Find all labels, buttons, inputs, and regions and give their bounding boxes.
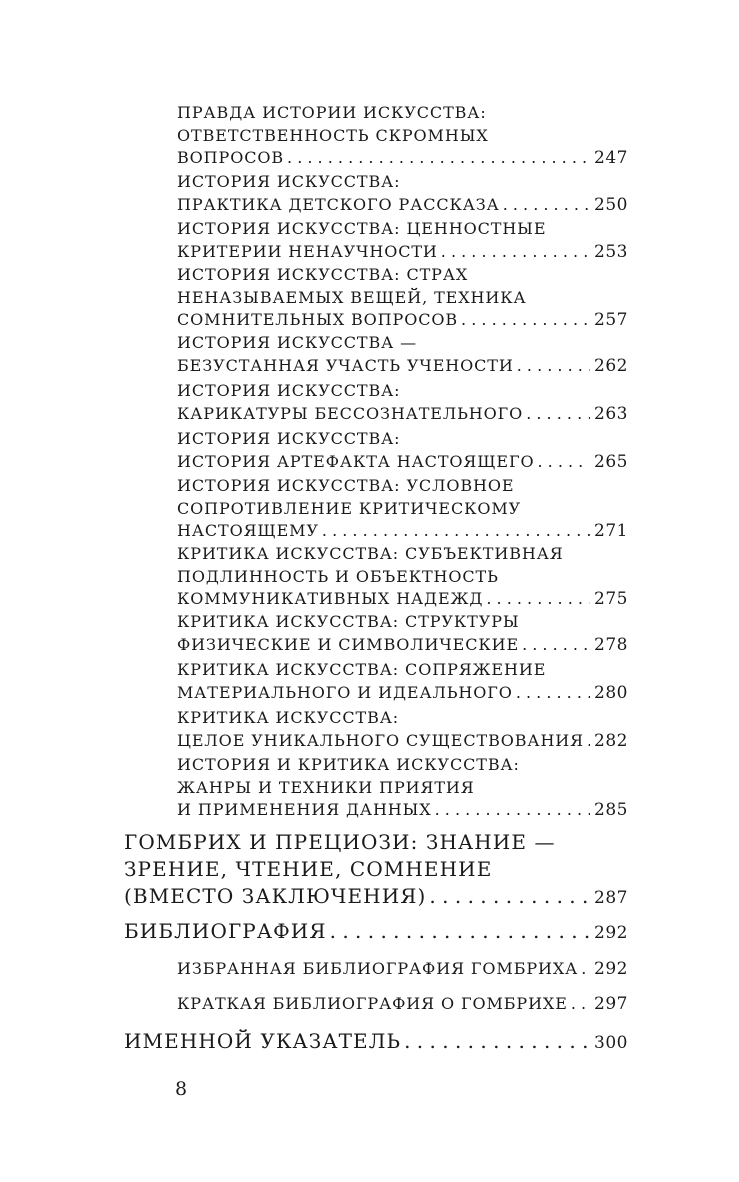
toc-entry-line: И ПРИМЕНЕНИЯ ДАННЫХ	[177, 800, 432, 819]
toc-entry-line: ЖАНРЫ И ТЕХНИКИ ПРИЯТИЯ	[177, 777, 475, 797]
page-number: 275	[594, 589, 628, 609]
toc-entry[interactable]	[177, 428, 628, 473]
dot-leader	[287, 147, 590, 170]
dot-leader	[537, 451, 590, 474]
toc-entry[interactable]	[177, 264, 628, 332]
toc-entry-line: КРИТИКА ИСКУССТВА: СТРУКТУРЫ	[177, 612, 520, 631]
toc-entry-line: КРАТКАЯ БИБЛИОГРАФИЯ О ГОМБРИХЕ	[177, 994, 568, 1013]
toc-entry-line: ИСТОРИЯ ИСКУССТВА —	[177, 333, 418, 352]
toc-entry[interactable]	[177, 754, 628, 822]
page-number: 271	[594, 521, 628, 541]
toc-entry-line: ВОПРОСОВ	[177, 148, 285, 167]
toc-entry-line: ИСТОРИЯ ИСКУССТВА:	[177, 172, 401, 191]
page-number: 280	[594, 682, 628, 703]
page-number: 262	[594, 355, 628, 376]
toc-entry[interactable]	[177, 218, 628, 263]
toc-entry-line: ФИЗИЧЕСКИЕ И СИМВОЛИЧЕСКИЕ	[177, 634, 520, 654]
toc-entry-line: НЕНАЗЫВАЕМЫХ ВЕЩЕЙ, ТЕХНИКА	[177, 287, 527, 307]
page-number: 297	[594, 994, 628, 1014]
dot-leader	[322, 520, 590, 543]
toc-entry[interactable]	[177, 475, 628, 543]
page-number: 292	[594, 959, 628, 979]
toc-entry-line: ПРАКТИКА ДЕТСКОГО РАССКАЗА	[177, 194, 500, 214]
toc-entry[interactable]	[177, 611, 628, 656]
dot-leader	[587, 730, 590, 753]
toc-entry[interactable]	[177, 332, 628, 377]
toc-entry-line: ОТВЕТСТВЕННОСТЬ СКРОМНЫХ	[177, 125, 489, 145]
toc-entry-line: СОПРОТИВЛЕНИЕ КРИТИЧЕСКОМУ	[177, 498, 522, 518]
toc-entry-line: СОМНИТЕЛЬНЫХ ВОПРОСОВ	[177, 310, 459, 329]
toc-chapter[interactable]	[124, 829, 628, 912]
toc-entry-line: ПРАВДА ИСТОРИИ ИСКУССТВА:	[177, 103, 487, 122]
toc-entry-line: ЗРЕНИЕ, ЧТЕНИЕ, СОМНЕНИЕ	[124, 857, 493, 881]
toc-entry-line: ИСТОРИЯ ИСКУССТВА: УСЛОВНОЕ	[177, 476, 515, 495]
toc-entry-line: ПОДЛИННОСТЬ И ОБЪЕКТНОСТЬ	[177, 566, 499, 586]
toc-chapter[interactable]	[124, 1028, 628, 1057]
dot-leader	[404, 1028, 590, 1055]
toc-entry-line: КОММУНИКАТИВНЫХ НАДЕЖД	[177, 589, 484, 608]
dot-leader	[503, 194, 590, 217]
page-number: 253	[594, 241, 628, 262]
page-number: 263	[594, 403, 628, 424]
toc-entry-line: БЕЗУСТАННАЯ УЧАСТЬ УЧЕНОСТИ	[177, 355, 514, 375]
page-number: 285	[594, 800, 628, 820]
toc-entry[interactable]	[177, 958, 628, 981]
toc-entry-line: (ВМЕСТО ЗАКЛЮЧЕНИЯ)	[124, 884, 427, 908]
toc-entry-line: ГОМБРИХ И ПРЕЦИОЗИ: ЗНАНИЕ —	[124, 830, 556, 854]
page-number: 278	[594, 634, 628, 655]
dot-leader	[522, 634, 590, 657]
toc-entry-line: ИСТОРИЯ ИСКУССТВА:	[177, 381, 401, 400]
toc-entry[interactable]	[177, 380, 628, 425]
page-number: 282	[594, 730, 628, 751]
toc-entry[interactable]	[177, 102, 628, 170]
dot-leader	[441, 241, 590, 264]
page-number: 292	[594, 923, 628, 943]
toc-entry[interactable]	[177, 707, 628, 752]
dot-leader	[486, 588, 590, 611]
toc-entry[interactable]	[177, 543, 628, 611]
toc-entry[interactable]	[177, 659, 628, 704]
page-number: 300	[594, 1033, 628, 1053]
dot-leader	[571, 993, 590, 1016]
toc-entry-line: КРИТЕРИИ НЕНАУЧНОСТИ	[177, 241, 438, 261]
dot-leader	[461, 309, 590, 332]
toc-entry-line: КРИТИКА ИСКУССТВА: СУБЪЕКТИВНАЯ	[177, 544, 564, 563]
toc-entry-line: ИЗБРАННАЯ БИБЛИОГРАФИЯ ГОМБРИХА	[177, 959, 579, 978]
toc-entry-line: ИСТОРИЯ ИСКУССТВА:	[177, 429, 401, 448]
toc-entry-line: МАТЕРИАЛЬНОГО И ИДЕАЛЬНОГО	[177, 682, 513, 702]
page-number: 250	[594, 194, 628, 215]
toc-entry-line: ИСТОРИЯ ИСКУССТВА: СТРАХ	[177, 265, 469, 284]
toc-entry-line: КРИТИКА ИСКУССТВА:	[177, 708, 400, 727]
toc-entry-line: КРИТИКА ИСКУССТВА: СОПРЯЖЕНИЕ	[177, 660, 547, 679]
toc-entry-line: ИСТОРИЯ ИСКУССТВА: ЦЕННОСТНЫЕ	[177, 219, 547, 238]
toc-entry-line: КАРИКАТУРЫ БЕССОЗНАТЕЛЬНОГО	[177, 403, 524, 423]
page-number: 265	[594, 451, 628, 472]
toc-entry-line: ИСТОРИЯ АРТЕФАКТА НАСТОЯЩЕГО	[177, 451, 535, 471]
toc-entry[interactable]	[177, 171, 628, 216]
toc-entry-line: БИБЛИОГРАФИЯ	[124, 919, 327, 943]
toc-entry[interactable]	[177, 993, 628, 1016]
dot-leader	[517, 355, 590, 378]
toc-entry-line: ИСТОРИЯ И КРИТИКА ИСКУССТВА:	[177, 755, 520, 774]
page-number: 287	[594, 888, 628, 908]
toc-entry-line: ЦЕЛОЕ УНИКАЛЬНОГО СУЩЕСТВОВАНИЯ	[177, 730, 584, 750]
dot-leader	[429, 883, 590, 910]
toc-chapter[interactable]	[124, 918, 628, 947]
dot-leader	[516, 682, 590, 705]
toc-entry-line: ИМЕННОЙ УКАЗАТЕЛЬ	[124, 1029, 402, 1053]
page-number: 247	[594, 148, 628, 168]
dot-leader	[581, 958, 590, 981]
dot-leader	[330, 918, 590, 945]
page-folio: 8	[175, 1078, 188, 1100]
dot-leader	[526, 403, 590, 426]
page-number: 257	[594, 310, 628, 330]
dot-leader	[435, 799, 590, 822]
toc-entry-line: НАСТОЯЩЕМУ	[177, 521, 319, 540]
